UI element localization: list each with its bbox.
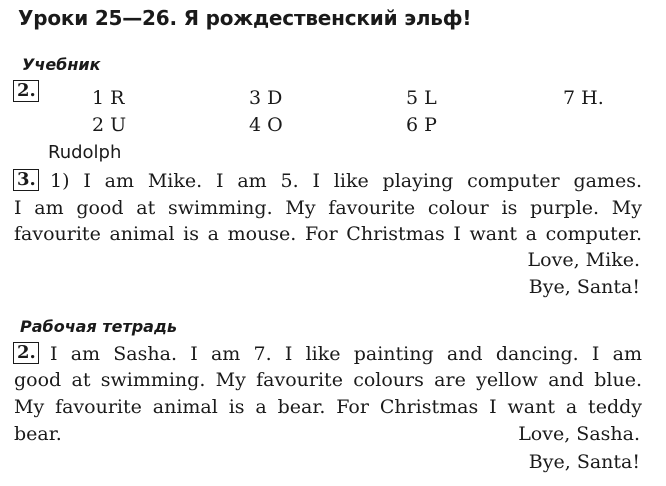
section-heading-workbook: Рабочая тетрадь: [20, 317, 177, 336]
answer-item: 3 D: [249, 87, 283, 109]
page-title: Уроки 25—26. Я рождественский эльф!: [18, 6, 472, 30]
answer-item: 5 L: [406, 87, 437, 109]
text-line: favourite animal is a mouse. For Christmas I want a computer.: [14, 223, 642, 245]
task-number-box: 3.: [13, 169, 39, 191]
text-line: 1) I am Mike. I am 5. I like playing computer games.: [50, 170, 642, 192]
answer-word: Rudolph: [48, 142, 122, 163]
signoff-line: Bye, Santa!: [528, 276, 640, 298]
text-line: I am Sasha. I am 7. I like painting and dancing. I am: [50, 343, 642, 365]
text-line: My favourite animal is a bear. For Christmas I want a teddy: [14, 396, 642, 418]
task-number-box: 2.: [13, 80, 39, 102]
text-line: bear.: [14, 423, 62, 445]
answer-item: 1 R: [92, 87, 125, 109]
signoff-line: Love, Sasha.: [518, 423, 640, 445]
answer-item: 7 H.: [563, 87, 604, 109]
text-line: I am good at swimming. My favourite colour is purple. My: [14, 197, 642, 219]
section-heading-textbook: Учебник: [22, 55, 101, 74]
task-number-box: 2.: [13, 342, 39, 364]
answer-item: 6 P: [406, 114, 437, 136]
signoff-line: Love, Mike.: [527, 249, 640, 271]
answer-item: 4 O: [249, 114, 283, 136]
answer-item: 2 U: [92, 114, 127, 136]
text-line: good at swimming. My favourite colours are yellow and blue.: [14, 369, 642, 391]
signoff-line: Bye, Santa!: [528, 451, 640, 473]
